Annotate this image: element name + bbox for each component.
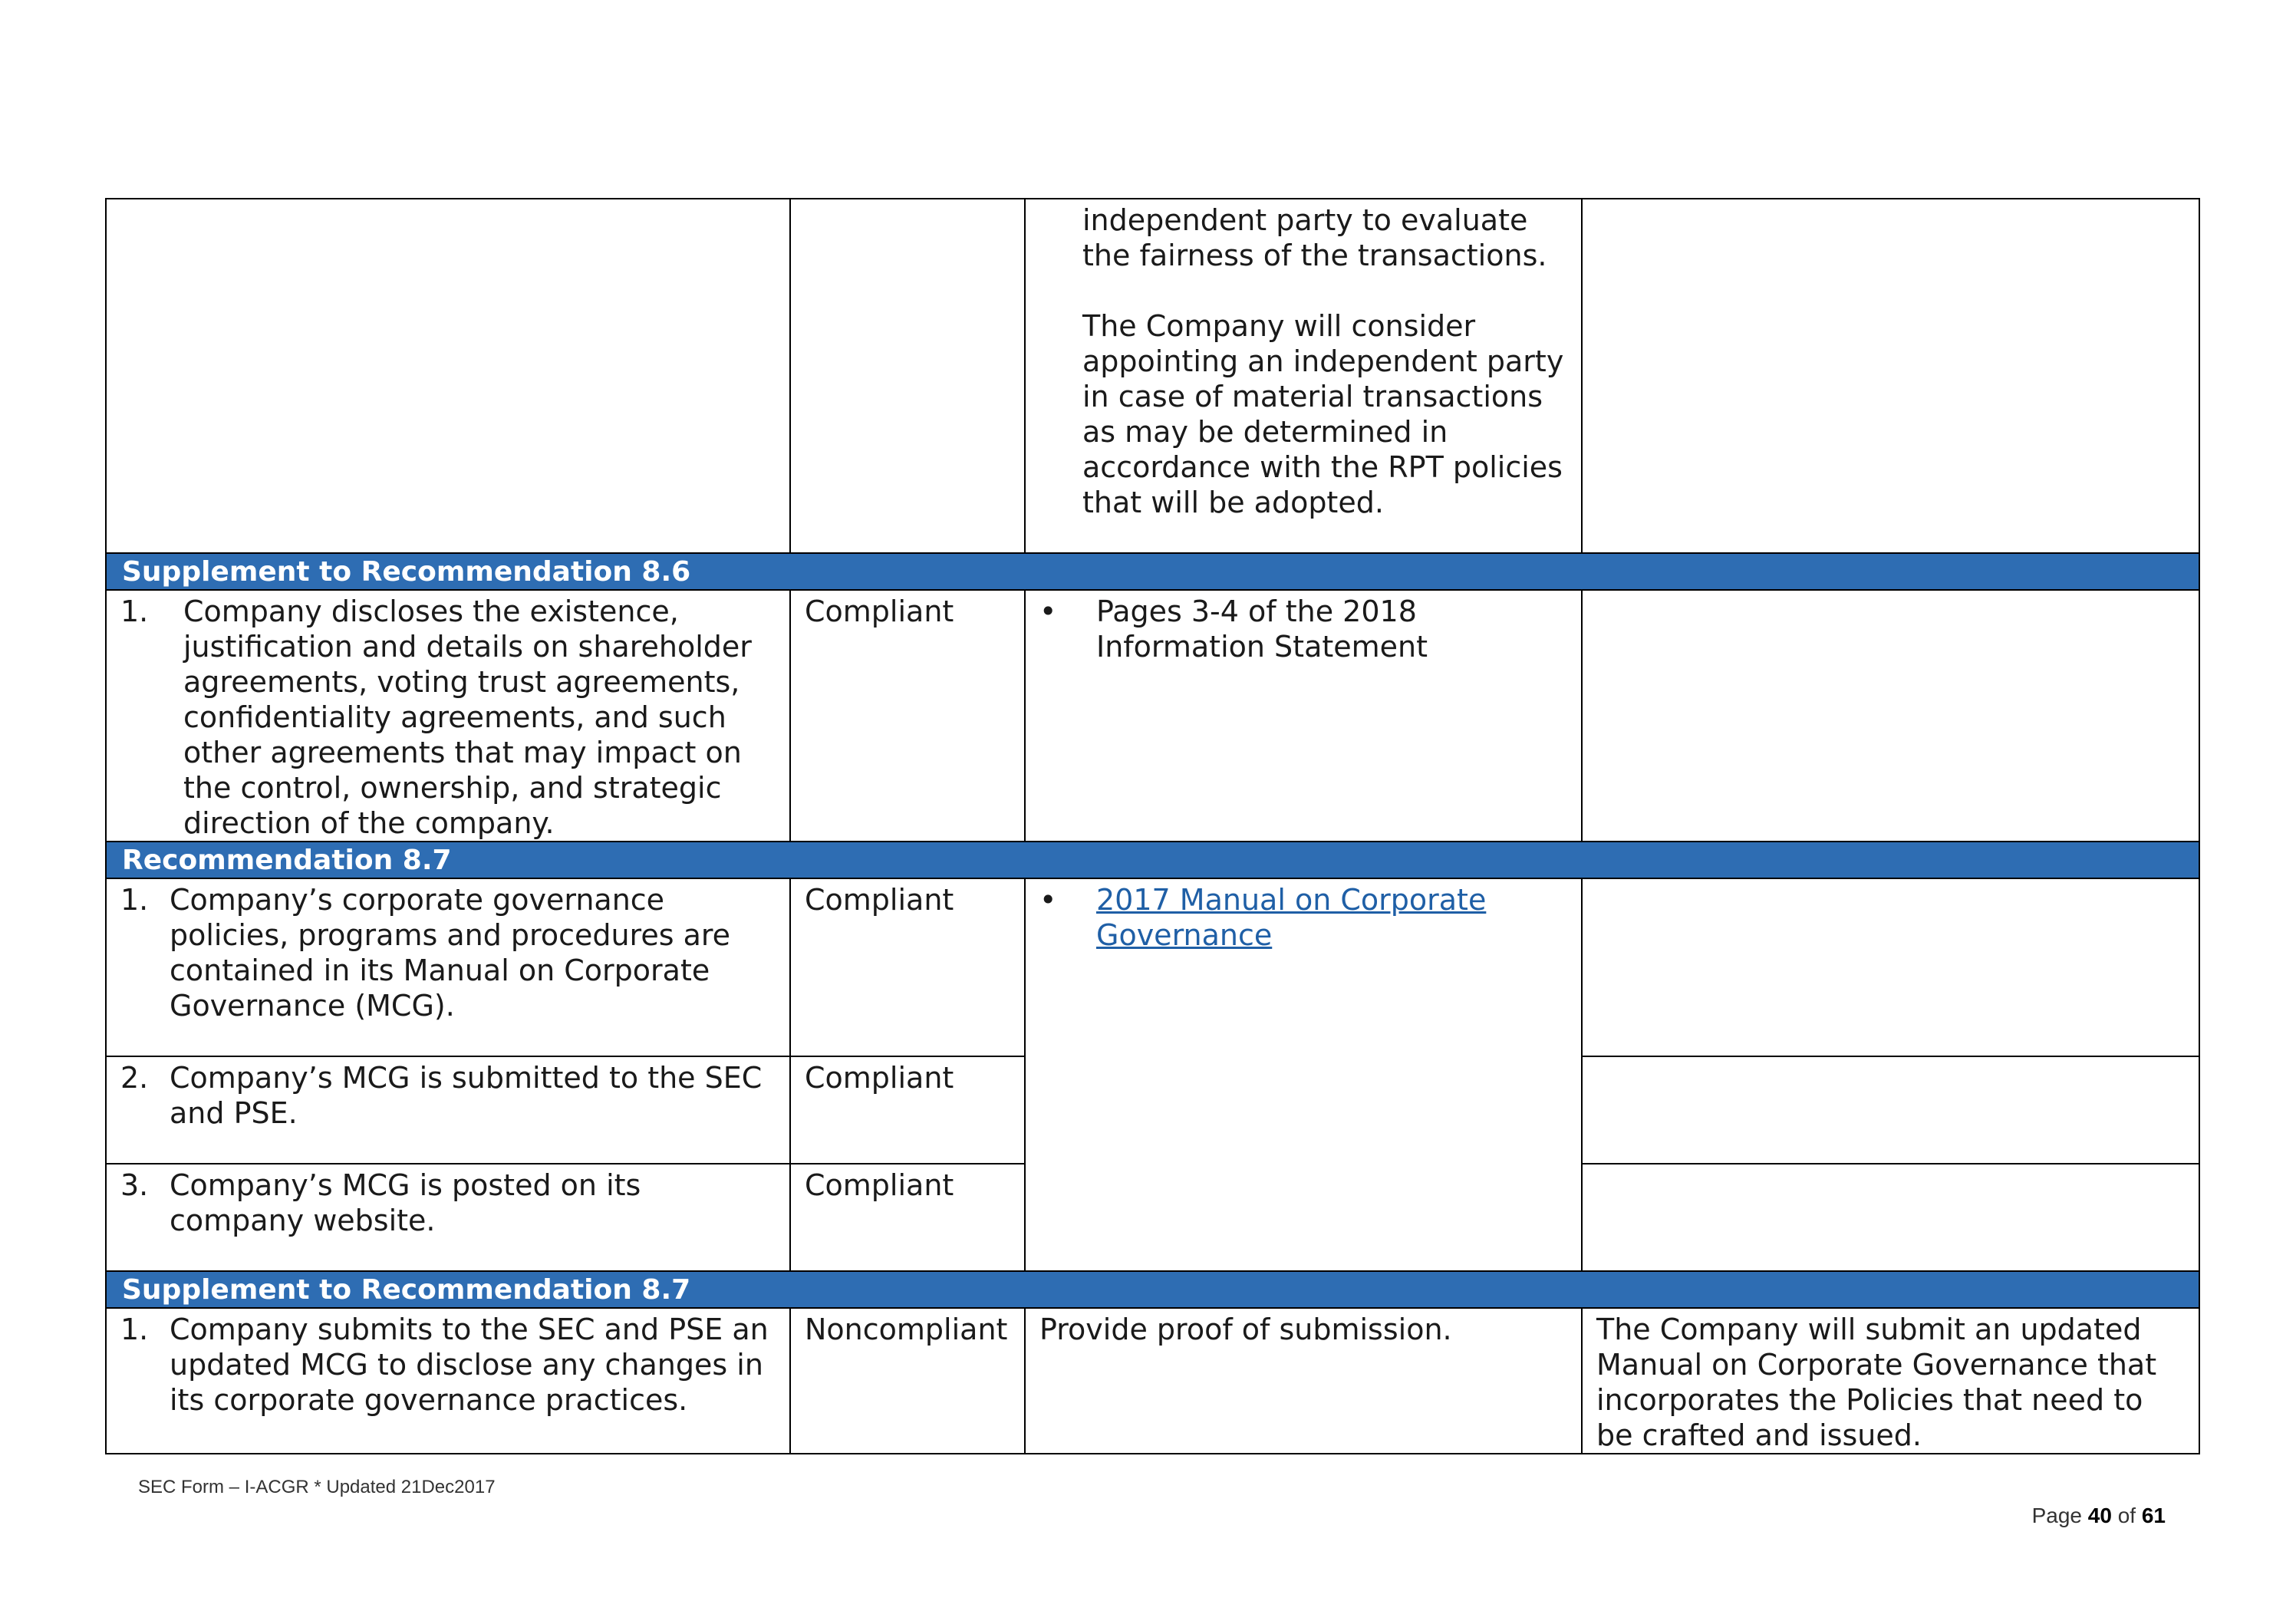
page-of: of xyxy=(2117,1504,2136,1527)
bullet-icon: • xyxy=(1039,883,1057,917)
recommendation-cell xyxy=(106,199,790,553)
recommendation-cell xyxy=(106,1308,790,1454)
recommendation-cell xyxy=(106,1056,790,1164)
page-number xyxy=(2032,1504,2166,1528)
evidence-text: The Company will consider appointing an independent party in case of material transactions as may be determined in accordance with the RPT policies that will be adopted. xyxy=(1082,309,1564,519)
section-header-row xyxy=(106,1271,2199,1308)
explanation-cell xyxy=(1582,1056,2199,1164)
status-cell: Compliant xyxy=(790,878,1025,1056)
status-cell xyxy=(790,199,1025,553)
table-row xyxy=(106,199,2199,553)
item-number: 1. xyxy=(120,1313,149,1346)
page-current: 40 xyxy=(2087,1504,2112,1527)
section-header-row xyxy=(106,553,2199,590)
evidence-cell: Provide proof of submission. xyxy=(1025,1308,1582,1454)
table-row xyxy=(106,1308,2199,1454)
item-text: Company’s MCG is posted on its company website. xyxy=(170,1168,641,1237)
compliance-table xyxy=(105,198,2200,1454)
explanation-cell xyxy=(1582,590,2199,842)
item-number: 1. xyxy=(120,595,149,628)
explanation-cell xyxy=(1582,199,2199,553)
manual-link[interactable]: 2017 Manual on Corporate Governance xyxy=(1096,883,1487,952)
bullet-icon: • xyxy=(1039,595,1057,628)
explanation-cell: The Company will submit an updated Manual on Corporate Governance that incorporates the Policies that need to be crafted and issued. xyxy=(1582,1308,2199,1454)
explanation-cell xyxy=(1582,878,2199,1056)
item-text: Company’s corporate governance policies, programs and procedures are contained in its Manual on Corporate Governance (MCG). xyxy=(170,883,731,1023)
item-text: Company discloses the existence, justification and details on shareholder agreements, voting trust agreements, confidentiality agreements, and such other agreements that may impact on the control, ownership, and strategic direction of the company. xyxy=(183,595,752,840)
item-text: Company submits to the SEC and PSE an updated MCG to disclose any changes in its corporate governance practices. xyxy=(170,1313,769,1417)
item-number: 3. xyxy=(120,1168,149,1202)
section-header-row xyxy=(106,842,2199,878)
evidence-text: independent party to evaluate the fairness of the transactions. xyxy=(1082,203,1547,272)
table-row xyxy=(106,590,2199,842)
page-total: 61 xyxy=(2141,1504,2166,1527)
item-text: Company’s MCG is submitted to the SEC and PSE. xyxy=(170,1061,763,1130)
form-label: SEC Form – I-ACGR * Updated 21Dec2017 xyxy=(138,1477,496,1497)
recommendation-cell xyxy=(106,1164,790,1271)
recommendation-cell xyxy=(106,878,790,1056)
section-header: Recommendation 8.7 xyxy=(106,842,2199,878)
page-word: Page xyxy=(2031,1504,2082,1527)
section-header: Supplement to Recommendation 8.6 xyxy=(106,553,2199,590)
status-cell: Compliant xyxy=(790,1164,1025,1271)
status-cell: Noncompliant xyxy=(790,1308,1025,1454)
section-header: Supplement to Recommendation 8.7 xyxy=(106,1271,2199,1308)
evidence-text: Pages 3-4 of the 2018 Information Statement xyxy=(1096,595,1428,664)
item-number: 2. xyxy=(120,1061,149,1095)
evidence-cell xyxy=(1025,590,1582,842)
item-number: 1. xyxy=(120,883,149,917)
recommendation-cell xyxy=(106,590,790,842)
table-row xyxy=(106,878,2199,1056)
evidence-cell xyxy=(1025,199,1582,553)
evidence-cell xyxy=(1025,878,1582,1271)
explanation-cell xyxy=(1582,1164,2199,1271)
status-cell: Compliant xyxy=(790,590,1025,842)
status-cell: Compliant xyxy=(790,1056,1025,1164)
